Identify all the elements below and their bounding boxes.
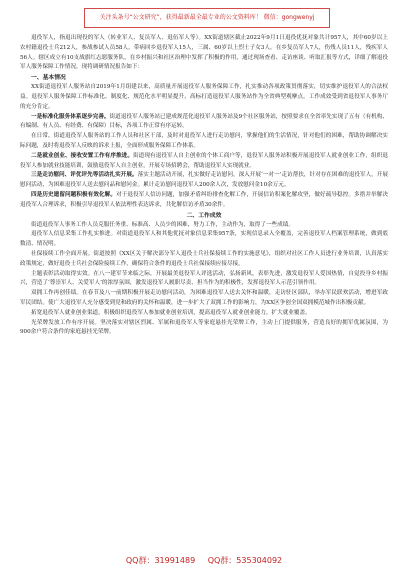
point-3-text: 落实主题活动开展，扎实做好走访慰问，深入开展‘一对一’走访帮扶，针对存在困难的退役军人，开展慰问活动，为困难退役军人送去慰问品和慰问金。累计走访慰问退役军人200余人次，发放慰问金10余万元。 xyxy=(20,172,388,189)
point-2 xyxy=(20,152,388,172)
point-4-text: 对于退役军人信访问题，加强矛盾纠纷排查化解工作，开展信访积案化解攻坚，做好疏导稳控。多措并举解决退役军人合理诉求，积极引导退役军人依法理性表达诉求，共化解信访矛盾30余件。 xyxy=(20,191,388,208)
point-3 xyxy=(20,171,388,191)
point-2-text: 街道现有退役军人自主创业的个体工商户等，退役军人服务站积极开展退役军人就业创业工作，组织退役军人参加就业技能培训，鼓励退役军人自主创业，开展专场招聘会，帮助退役军人实现就业。 xyxy=(20,152,388,169)
result-2: 社保接续工作全面开展。街道按照《XX区关于解决部分军人退役士兵社保接续工作的实施意见》，组织对社区工作人员进行业务培训，认真落实政策规定，做好退役士兵社会保险接续工作，确保符合条件的退役士兵社保接续应接尽接。 xyxy=(20,250,388,267)
results-intro: 街道退役军人事务工作人员克服任务重、标准高、人员少的困难，努力工作，主动作为，取得了一些成绩。 xyxy=(31,221,294,228)
point-3-title: 三是走访慰问、评优评先等活动扎实开展。 xyxy=(31,172,138,179)
intro-paragraph: 退役军人，指退出现役的军人（转业军人、复员军人、退伍军人等）。XX街道辖区截止2022年9月1日退役优抚对象共计957人，其中60岁以上农村籍退役士兵212人，参战参试人员58人，带病回乡退役军人15人，三属、60岁以上烈士子女3人。在乡复员军人7人，伤残人员11人，残疾军人56人。辖区成立有10支战旗红志愿服务队，在乡村振兴和社区治理中发挥了积极的作用，通过现场查看、走访座谈、听取汇报等方式，详细了解退役军人服务保障工作情况，现将调研情况报告如下： xyxy=(20,35,388,71)
result-3: 主题表彰活动取得实效。在八一建军节来临之际，开展最美退役军人评选活动，弘扬新风，表彰先进，激发退役军人爱国热情，自觉投身乡村振兴，营造了‘尊崇军人、关爱军人’的浓厚氛围，激发退役军人履职尽责、担当作为的积极性，发挥退役军人示范引领作用。 xyxy=(20,270,388,287)
section-heading-basic: 一、基本情况 xyxy=(31,75,66,82)
point-1b: 在日常，街道退役军人服务站的工作人员和社区干部，及时对退役军人进行走访慰问，掌握他们的生活情况，针对他们的困难，帮助协调解决实际问题，及时将退役军人反映的诉求上报，全面形成服务保障工作体系。 xyxy=(20,133,388,149)
point-2-title: 二是就业创业、接收安置工作有序推进。 xyxy=(31,152,134,159)
document-body xyxy=(20,34,388,542)
point-1-title: 一是标准化服务体系逐步完善。 xyxy=(31,113,110,120)
result-1: 退役军人信息采集工作扎实推进。对街道退役军人和其他优抚对象信息采集957条，实现信息录入全覆盖，完善退役军人档案管理系统，做到底数清、情况明。 xyxy=(20,231,388,248)
basic-paragraph: XX街道退役军人服务站自2019年1月组建以来，高质量开展退役军人服务保障工作，扎实推动各项政策贯彻落实，切实维护退役军人的合法权益。退役军人服务保障工作标准化、制度化、规范化水平明显提升，高标打造退役军人服务站作为全省典型观摩点。工作成效受到省退役军人事务厅的充分肯定。 xyxy=(20,84,388,110)
section-heading-results: 二、工作成效 xyxy=(186,212,222,219)
result-4: 双拥工作再创佳绩。在春节及八一前期积极开展走访慰问活动，为困难退役军人送去关怀和温暖，走访驻区部队，举办军民联欢活动，增进军政军民团结。使广大退役军人充分感受到党和政府的关怀和温暖，进一步扩大了双拥工作的影响力，为XX区争创全国双拥模范城作出积极贡献。 xyxy=(20,290,388,306)
footer-qq-group-1[interactable]: QQ群：31991489 xyxy=(125,556,196,565)
result-5: 拓宽退役军人就业创业渠道。积极组织退役军人参加就业创业培训，提高退役军人就业创业能力，扩大就业覆盖。 xyxy=(31,309,311,316)
footer-contacts xyxy=(0,551,408,571)
promo-banner[interactable]: 关注头条号“公文研究”，获得最新最全最专业的公文资料库！ 微信：gongwenyj xyxy=(84,8,330,28)
point-1-text: 街道退役军人服务站已建成规范化退役军人服务站及9个社区服务站，按照要求在全省率先实现了五有（有机构、有编制、有人员、有经费、有保障）目标，各项工作正常有序运转。 xyxy=(20,113,388,130)
point-4-title: 四是历史遗留问题积极有效化解。 xyxy=(31,191,117,198)
result-6: 光荣牌发放工作有序开展。坚决落实对辖区烈属、军属和退役军人等家庭悬挂光荣牌工作，主动上门提供服务，营造良好的拥军优属氛围，为900余户符合条件的家庭悬挂光荣牌。 xyxy=(20,319,388,336)
point-1 xyxy=(20,113,388,133)
footer-qq-group-2[interactable]: QQ群：535304092 xyxy=(207,556,283,565)
point-4 xyxy=(20,191,388,211)
